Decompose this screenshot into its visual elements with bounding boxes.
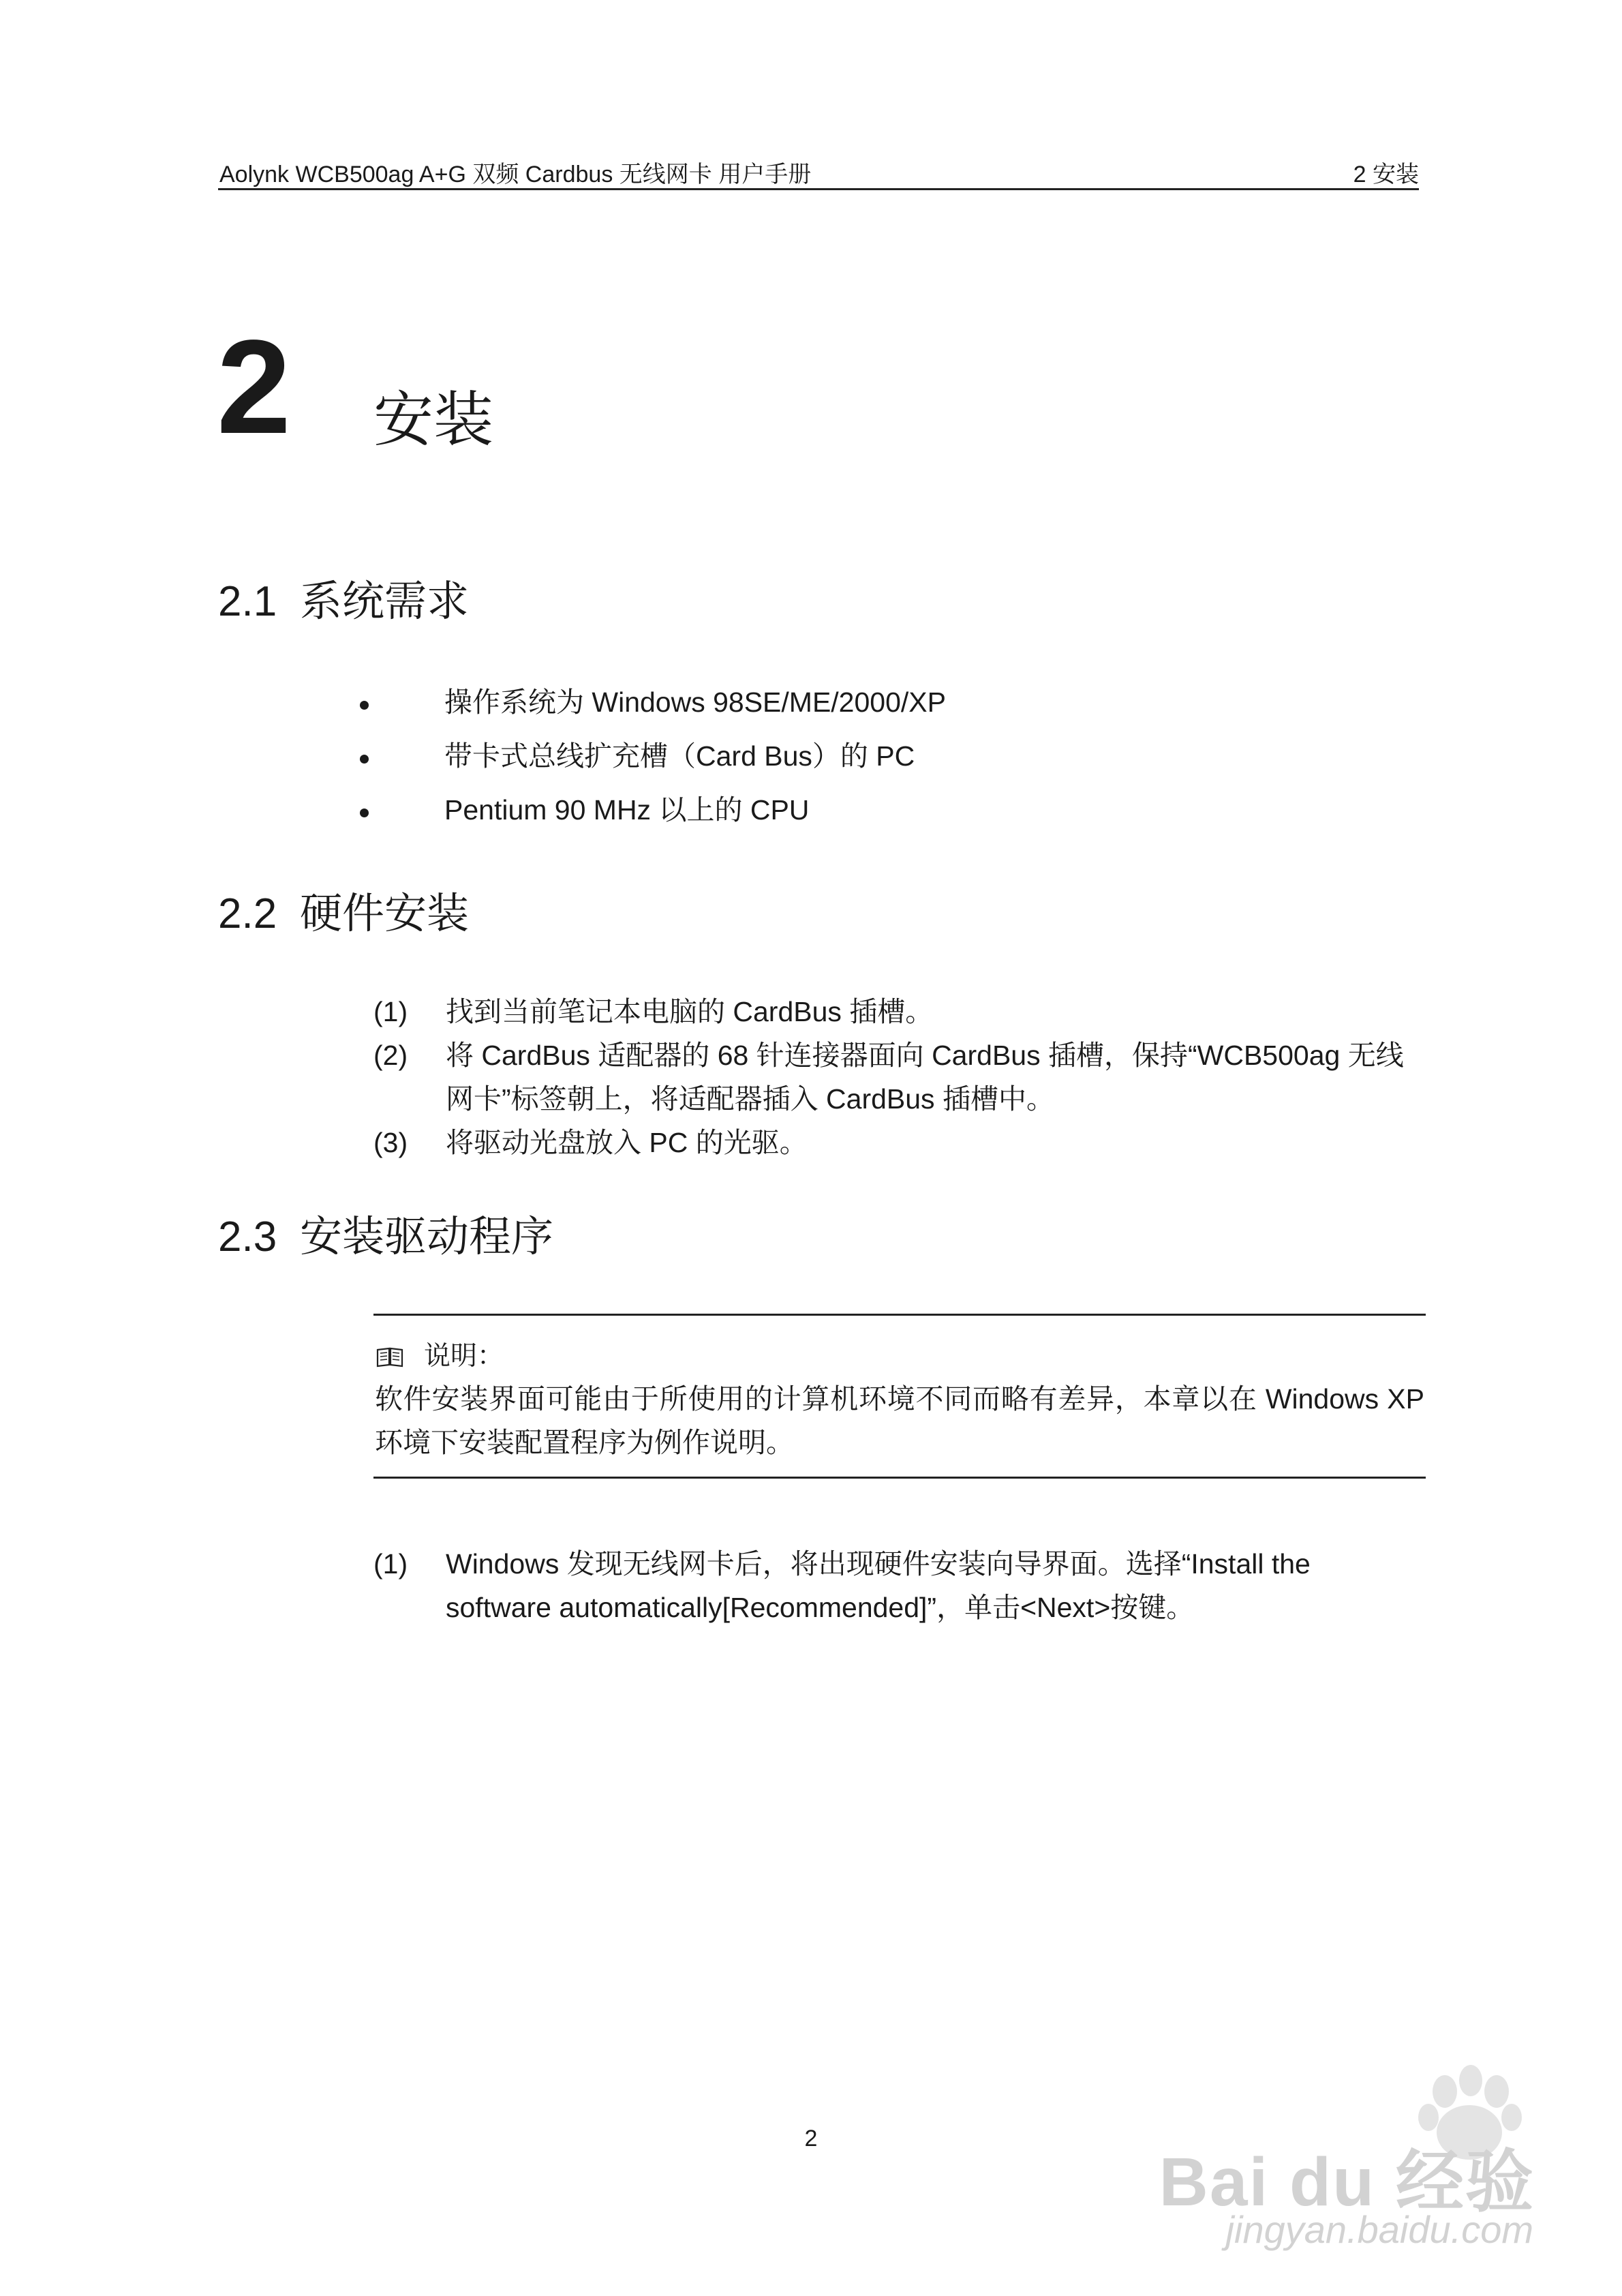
list-item-text: 操作系统为 Windows 98SE/ME/2000/XP — [444, 686, 946, 718]
step-number: (1) — [373, 996, 408, 1027]
note-bottom-rule — [373, 1477, 1426, 1479]
chapter-title: 安装 — [373, 386, 494, 453]
step-number: (1) — [373, 1548, 408, 1580]
watermark-brand: Bai du 经验 — [1159, 2144, 1535, 2220]
section-title: 硬件安装 — [300, 890, 470, 937]
section-heading-2-2 — [218, 890, 470, 937]
step-text: 找到当前笔记本电脑的 CardBus 插槽。 — [446, 996, 934, 1027]
watermark-url: jingyan.baidu.com — [1225, 2208, 1533, 2251]
list-item-text: Pentium 90 MHz 以上的 CPU — [444, 794, 810, 826]
section-heading-2-3 — [218, 1213, 554, 1260]
running-header-chapter: 2 安装 — [1353, 162, 1419, 187]
step-text: 将驱动光盘放入 PC 的光驱。 — [446, 1127, 808, 1158]
note-label: 说明： — [424, 1342, 504, 1371]
bullet-icon — [360, 809, 369, 817]
section-title: 安装驱动程序 — [300, 1213, 554, 1260]
note-body: 软件安装界面可能由于所使用的计算机环境不同而略有差异，本章以在 Windows XP 环境下安装配置程序为例作说明。 — [375, 1383, 1424, 1458]
book-icon — [376, 1344, 403, 1365]
running-header-title: Aolynk WCB500ag A+G 双频 Cardbus 无线网卡 用户手册 — [219, 162, 812, 187]
chapter-number: 2 — [217, 312, 292, 462]
note-heading — [376, 1335, 504, 1373]
section-number: 2.1 — [218, 578, 277, 625]
section-number: 2.2 — [218, 890, 277, 937]
header-divider — [218, 188, 1419, 190]
section-number: 2.3 — [218, 1213, 277, 1260]
step-text: 将 CardBus 适配器的 68 针连接器面向 CardBus 插槽，保持“WCB500ag 无线网卡”标签朝上，将适配器插入 CardBus 插槽中。 — [446, 1040, 1404, 1115]
section-heading-2-1 — [218, 578, 470, 625]
list-item-text: 带卡式总线扩充槽（Card Bus）的 PC — [444, 740, 915, 772]
step-text: Windows 发现无线网卡后，将出现硬件安装向导界面。选择“Install the software automatically[Recommended]”，单击<Next>按键。 — [446, 1548, 1311, 1623]
section-title: 系统需求 — [300, 578, 470, 625]
note-top-rule — [373, 1314, 1426, 1316]
bullet-icon — [360, 755, 369, 764]
page-number: 2 — [804, 2126, 818, 2151]
bullet-icon — [360, 701, 369, 710]
step-number: (3) — [373, 1127, 408, 1158]
step-number: (2) — [373, 1040, 408, 1071]
